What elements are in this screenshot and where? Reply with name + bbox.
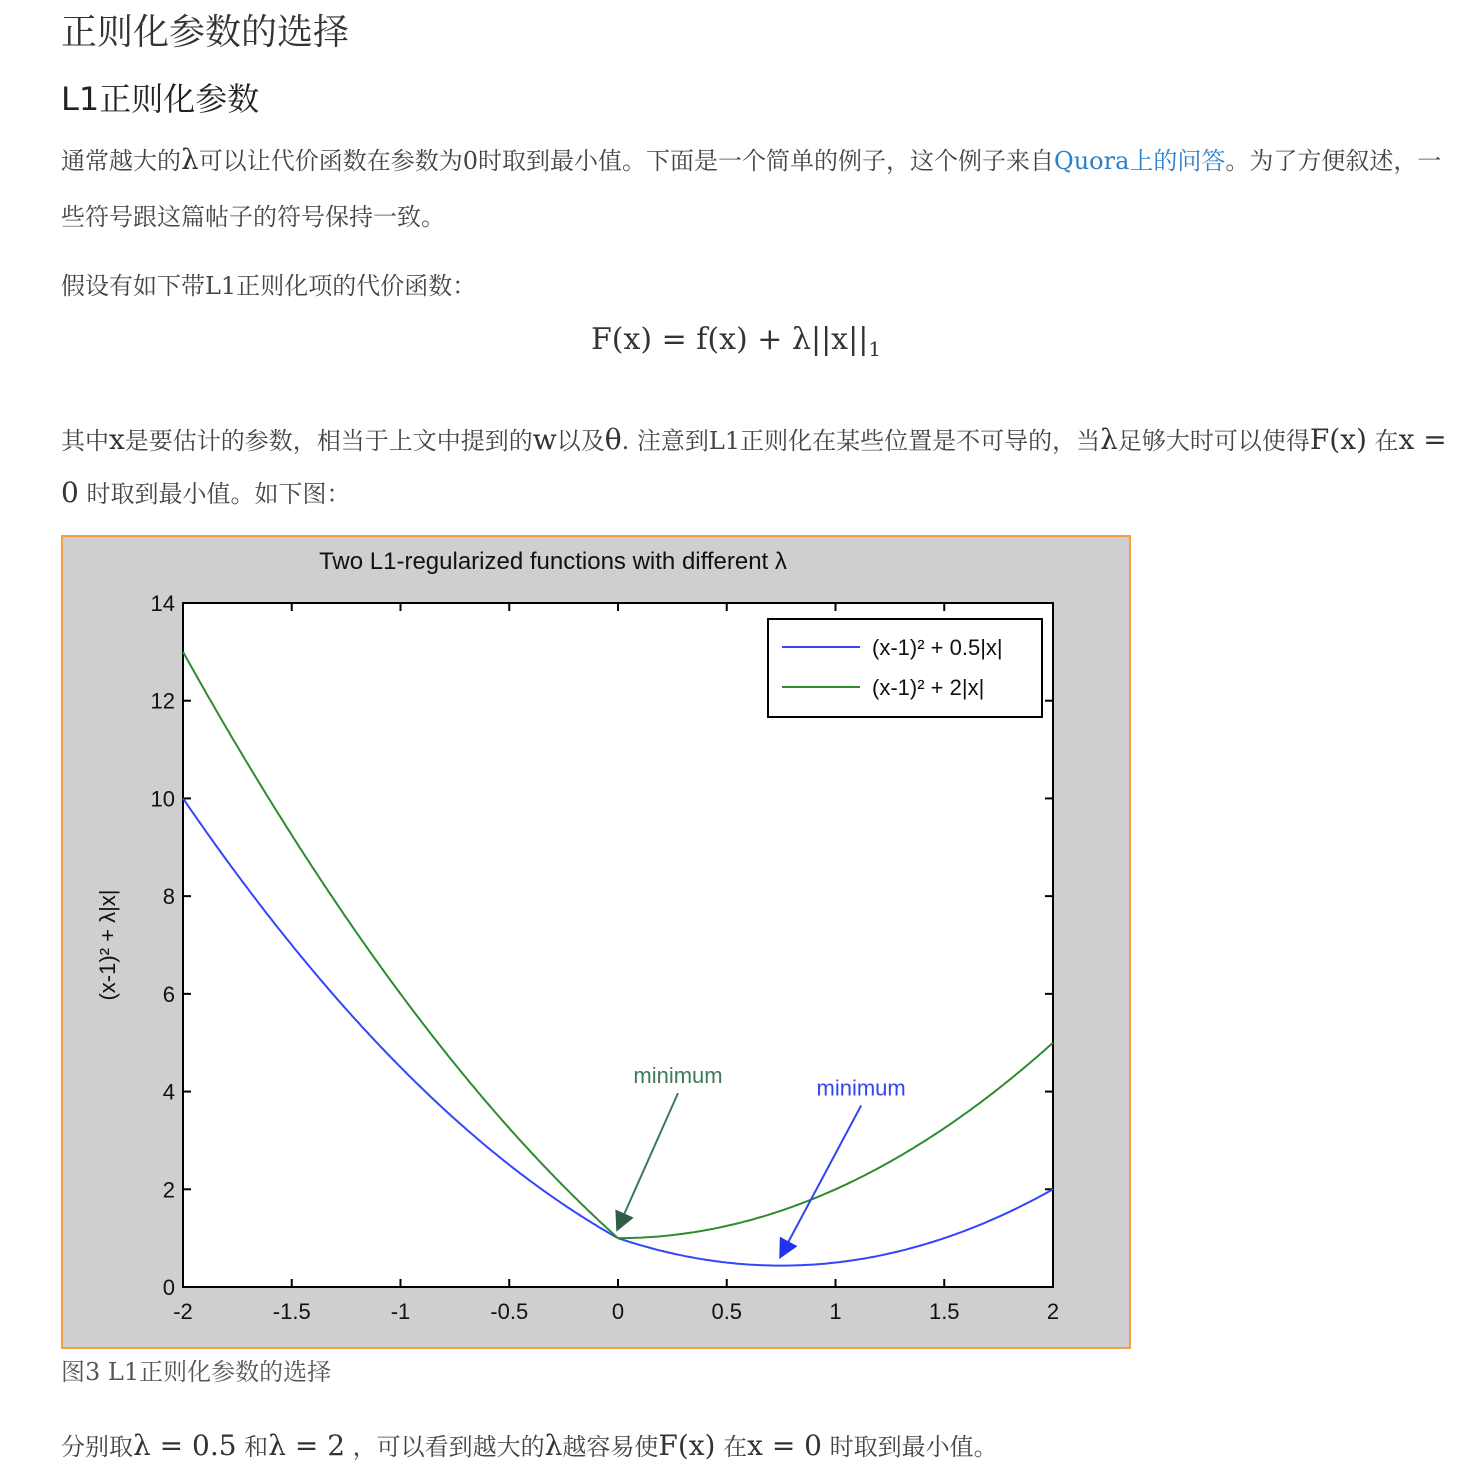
math-x0: x = 0 xyxy=(61,423,1447,509)
math-fx: F(x) xyxy=(658,1429,716,1462)
quora-link[interactable]: Quora上的问答 xyxy=(1054,147,1226,175)
math-x0: x = 0 xyxy=(747,1429,822,1462)
x-tick-label: 1 xyxy=(829,1299,842,1324)
text: . 注意到L1正则化在某些位置是不可导的，当 xyxy=(621,427,1101,455)
formula-main: F(x) = f(x) + λ||x|| xyxy=(590,322,869,357)
x-tick-label: -1 xyxy=(390,1299,411,1324)
text: ，可以看到越大的 xyxy=(345,1433,545,1461)
intro-paragraph xyxy=(61,132,1456,245)
math-x: x xyxy=(109,423,125,456)
y-tick-label: 0 xyxy=(162,1275,175,1300)
x-tick-label: 0.5 xyxy=(711,1299,743,1324)
text: 时取到最小值。如下图： xyxy=(78,480,351,508)
y-tick-label: 2 xyxy=(162,1177,175,1203)
x-tick-label: 2 xyxy=(1046,1299,1060,1324)
text: 时取到最小值。 xyxy=(822,1433,998,1461)
text: 可以让代价函数在参数为0时取到最小值。下面是一个简单的例子，这个例子来自 xyxy=(198,147,1055,175)
y-axis-label: (x-1)² + λ|x| xyxy=(95,889,120,1001)
annotation-label: minimum xyxy=(816,1075,906,1101)
math-lambda-05: λ = 0.5 xyxy=(133,1429,237,1462)
text: 分别取 xyxy=(61,1433,133,1461)
explanation-paragraph xyxy=(61,414,1456,520)
text: 其中 xyxy=(61,427,109,455)
math-theta: θ xyxy=(604,423,622,456)
formula-subscript: 1 xyxy=(868,337,882,361)
math-fx: F(x) xyxy=(1309,423,1367,456)
y-tick-label: 6 xyxy=(162,981,175,1007)
legend-label: (x-1)² + 2|x| xyxy=(872,675,985,700)
lambda-symbol: λ xyxy=(1100,423,1118,456)
x-tick-label: -2 xyxy=(173,1299,193,1324)
y-tick-label: 12 xyxy=(150,688,175,714)
text: 在 xyxy=(1366,427,1399,455)
y-tick-label: 4 xyxy=(162,1079,175,1105)
x-tick-label: -0.5 xyxy=(490,1299,529,1324)
formula xyxy=(61,322,1411,361)
x-tick-label: -1.5 xyxy=(272,1299,311,1324)
annotation-label: minimum xyxy=(633,1063,723,1089)
section-heading: L1正则化参数 xyxy=(61,80,260,118)
chart xyxy=(63,537,1129,1347)
legend xyxy=(768,619,1042,717)
figure xyxy=(61,535,1131,1349)
text: 在 xyxy=(715,1433,748,1461)
y-tick-label: 14 xyxy=(150,591,175,616)
x-tick-label: 0 xyxy=(611,1299,625,1324)
chart-title: Two L1-regularized functions with different λ xyxy=(319,548,787,575)
text: 。为了方便叙述，一些符号跟这篇帖子的符号保持一致。 xyxy=(61,147,1442,231)
figure-caption: 图3 L1正则化参数的选择 xyxy=(61,1358,332,1386)
text: 以及 xyxy=(556,427,605,455)
math-lambda-2: λ = 2 xyxy=(268,1429,346,1462)
conclusion-paragraph xyxy=(61,1418,1456,1475)
math-w: w xyxy=(532,423,557,456)
text: 是要估计的参数，相当于上文中提到的 xyxy=(124,427,533,455)
text: 越容易使 xyxy=(562,1433,659,1461)
page-heading: 正则化参数的选择 xyxy=(61,12,350,53)
lambda-symbol: λ xyxy=(181,143,199,176)
legend-box xyxy=(768,619,1042,717)
legend-label: (x-1)² + 0.5|x| xyxy=(872,635,1003,660)
cost-function-intro: 假设有如下带L1正则化项的代价函数： xyxy=(61,272,477,300)
lambda-symbol: λ xyxy=(544,1429,563,1462)
text: 足够大时可以使得 xyxy=(1117,427,1310,455)
text: 通常越大的 xyxy=(61,147,181,175)
y-tick-label: 8 xyxy=(162,884,175,910)
x-tick-label: 1.5 xyxy=(928,1299,960,1324)
text: 和 xyxy=(236,1433,269,1461)
y-tick-label: 10 xyxy=(150,786,175,812)
